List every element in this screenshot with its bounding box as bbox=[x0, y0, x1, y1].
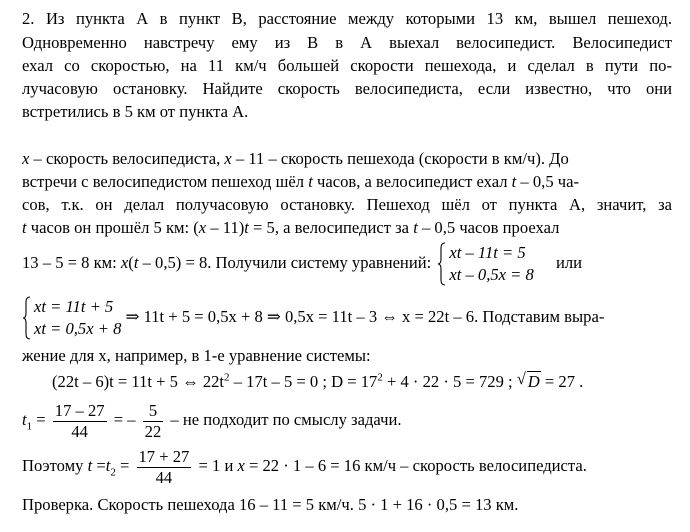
solution-check-line: Проверка. Скорость пешехода 16 – 11 = 5 км/ч. 5 · 1 + 16 · 0,5 = 13 км. bbox=[22, 495, 519, 514]
text: . Подставим выра- bbox=[474, 307, 605, 326]
var: x bbox=[224, 149, 232, 168]
problem-line-2: Одновременно навстречу ему из В в А выехал велосипедист. Велосипедист bbox=[22, 33, 672, 52]
equation-system-1 bbox=[437, 242, 533, 286]
var: t bbox=[413, 218, 418, 237]
solution-line-8 bbox=[52, 371, 672, 393]
text: = 1 и bbox=[194, 456, 238, 475]
text: – 0,5 часов проехал bbox=[417, 218, 560, 237]
fraction-3 bbox=[137, 447, 192, 488]
text: – не подходит по смыслу задачи. bbox=[166, 410, 402, 429]
system-2-row-1: xt = 11t + 5 bbox=[34, 297, 114, 317]
text: – 11 bbox=[231, 149, 265, 168]
square-root bbox=[517, 371, 541, 393]
solution-line-7: жение для x, например, в 1-е уравнение системы: bbox=[22, 346, 371, 365]
numerator: 5 bbox=[143, 401, 164, 422]
denominator: 44 bbox=[71, 421, 88, 441]
problem-line-1: 2. Из пункта А в пункт В, расстояние между которыми 13 км, вышел пешеход. bbox=[22, 9, 672, 28]
text: – 0,5 ча- bbox=[516, 172, 580, 191]
exponent: 2 bbox=[377, 371, 383, 384]
text: 13 – 5 = 8 км: bbox=[22, 253, 121, 272]
text: Поэтому bbox=[22, 456, 88, 475]
text: встречи с велосипедистом пешеход шёл bbox=[22, 172, 309, 191]
var: x bbox=[22, 149, 30, 168]
var: t bbox=[22, 410, 27, 429]
text: = 22 · 1 – 6 = 16 км/ч – скорость велосипедиста. bbox=[244, 456, 587, 475]
numerator: 17 – 27 bbox=[54, 400, 105, 420]
var: t bbox=[244, 218, 249, 237]
radicand: D bbox=[527, 372, 540, 391]
system-1-row-2: xt – 0,5x = 8 bbox=[449, 265, 534, 285]
equation-system-2 bbox=[22, 296, 121, 340]
solution-line-1 bbox=[22, 148, 672, 170]
solution-line-4 bbox=[22, 217, 672, 239]
numerator: 17 + 27 bbox=[138, 446, 190, 466]
derivation: ⇒ 11t + 5 = 0,5x + 8 ⇒ 0,5x = 11t – 3 ⇔ x = 22t – 6 bbox=[121, 307, 475, 326]
equation: + 4 · 22 · 5 = 729 ; bbox=[382, 372, 517, 391]
brace-icon bbox=[22, 296, 31, 340]
fraction-2 bbox=[143, 401, 164, 442]
solution-line-5 bbox=[22, 238, 672, 288]
solution-line-2 bbox=[22, 171, 672, 193]
equation: – 17t – 5 = 0 ; D = 17 bbox=[229, 372, 378, 391]
text: часов он прошёл 5 км: ( bbox=[26, 218, 199, 237]
var: x bbox=[120, 253, 129, 272]
equation: = 27 . bbox=[540, 372, 584, 391]
text: = bbox=[92, 456, 106, 475]
var: t bbox=[22, 218, 27, 237]
var: t bbox=[105, 456, 111, 475]
denominator: 22 bbox=[144, 421, 162, 441]
var: t bbox=[511, 172, 517, 191]
text: часов, а велосипедист ехал bbox=[312, 172, 512, 191]
solution-line-6 bbox=[22, 292, 672, 342]
problem-line-3: ехал со скоростью, на 11 км/ч большей скорости пешехода, и сделал в пути по- bbox=[22, 56, 672, 75]
problem-line-5: встретились в 5 км от пункта А. bbox=[22, 102, 249, 121]
solution-answer-line: Поэтому $t =t_2$ = $\frac{17 + 27}{44}$ = 1 и x = 22 · 1 – 6 = 16 км/ч – скорость велосипедиста. bbox=[22, 446, 587, 487]
system-1-row-1: xt – 11t = 5 bbox=[449, 243, 526, 263]
var: x bbox=[198, 218, 207, 237]
text: или bbox=[555, 253, 583, 272]
exponent: 2 bbox=[224, 371, 230, 384]
brace-icon bbox=[437, 242, 446, 286]
text: – 0,5) = 8. Получили систему уравнений: bbox=[138, 253, 432, 272]
solution-line-3: сов, т.к. он делал получасовую остановку. Пешеход шёл от пункта А, значит, за bbox=[22, 195, 672, 214]
var: x bbox=[237, 456, 245, 475]
text: = 5, а велосипедист за bbox=[248, 218, 414, 237]
solution-line-t1: $t_1$ = $\frac{17 - 27}{44}$ = – $\frac{5}{22}$ – не подходит по смыслу задачи. bbox=[22, 400, 402, 441]
text: – 11) bbox=[206, 218, 245, 237]
subscript: 2 bbox=[110, 466, 116, 479]
text: ( bbox=[128, 253, 134, 272]
text: – скорость велосипедиста, bbox=[29, 149, 225, 168]
problem-line-4: лучасовую остановку. Найдите скорость велосипедиста, если известно, что они bbox=[22, 79, 672, 98]
denominator: 44 bbox=[155, 467, 173, 487]
equation: (22t – 6)t = 11t + 5 ⇔ 22t bbox=[52, 372, 225, 391]
var: t bbox=[87, 456, 93, 475]
system-2-row-2: xt = 0,5x + 8 bbox=[34, 319, 122, 339]
subscript: 1 bbox=[26, 420, 33, 433]
radical-icon: √ bbox=[516, 369, 526, 388]
var: t bbox=[308, 172, 313, 191]
var: t bbox=[133, 253, 139, 272]
text: – скорость пешехода (скорости в км/ч). До bbox=[264, 149, 569, 168]
fraction-1 bbox=[53, 401, 107, 442]
